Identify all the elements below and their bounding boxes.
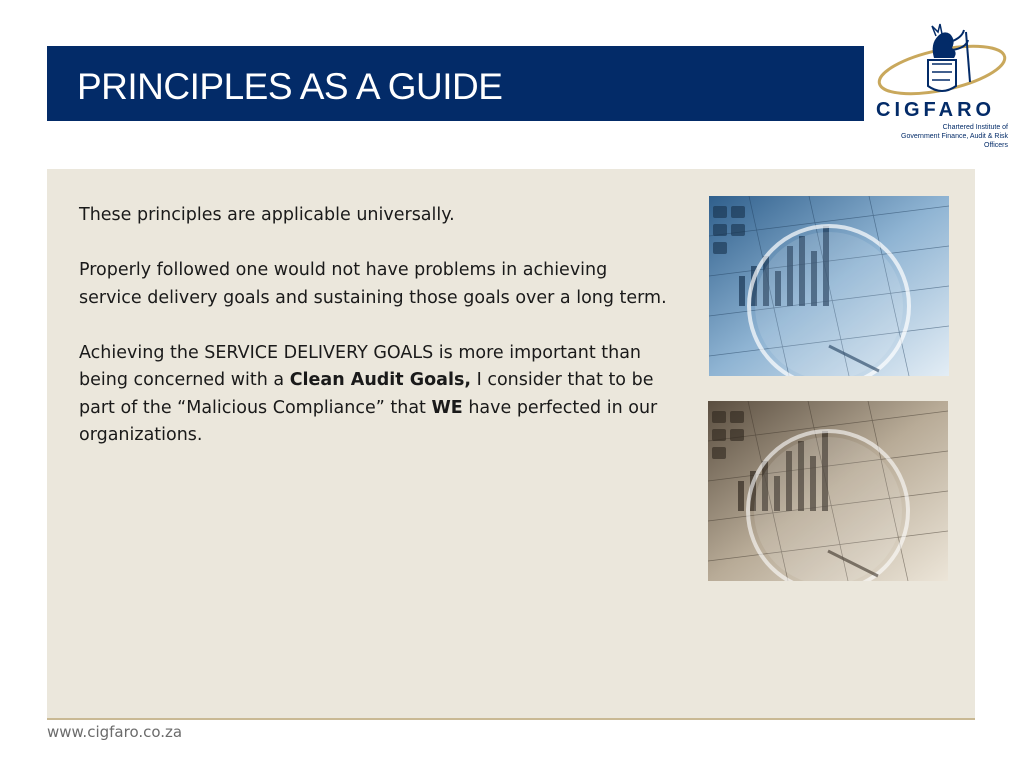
logo-subtitle-line2: Government Finance, Audit & Risk Officers [901,133,1008,149]
footer-website-url: www.cigfaro.co.za [47,723,183,741]
paragraph-clean-audit [79,340,669,450]
cigfaro-logo [872,22,1012,149]
slide-title: PRINCIPLES AS A GUIDE [77,66,503,107]
logo-subtitle-line1: Chartered Institute of [942,124,1008,131]
paragraph3-part2: I consider that to be part of the “Malicious Compliance” that [79,370,654,418]
paragraph3-part3: have perfected in our organizations. [79,397,658,445]
logo-subtitle [878,123,1008,150]
heraldic-lion-shield-icon [872,22,1012,98]
title-bar [47,46,864,121]
paragraph3-part1: Achieving the SERVICE DELIVERY GOALS is more important than being concerned with a [79,342,642,390]
financial-charts-photo-blue [709,196,949,376]
content-panel [47,169,975,719]
body-text [79,202,669,477]
footer-divider [47,718,975,720]
financial-charts-photo-sepia [708,401,948,581]
paragraph-service-delivery: Properly followed one would not have problems in achieving service delivery goals and sustaining those goals over a long term. [79,260,667,308]
we-emphasis: WE [431,397,463,418]
logo-wordmark: CIGFARO [876,99,996,121]
paragraph-universal: These principles are applicable universally. [79,205,455,225]
clean-audit-emphasis: Clean Audit Goals, [289,370,472,390]
